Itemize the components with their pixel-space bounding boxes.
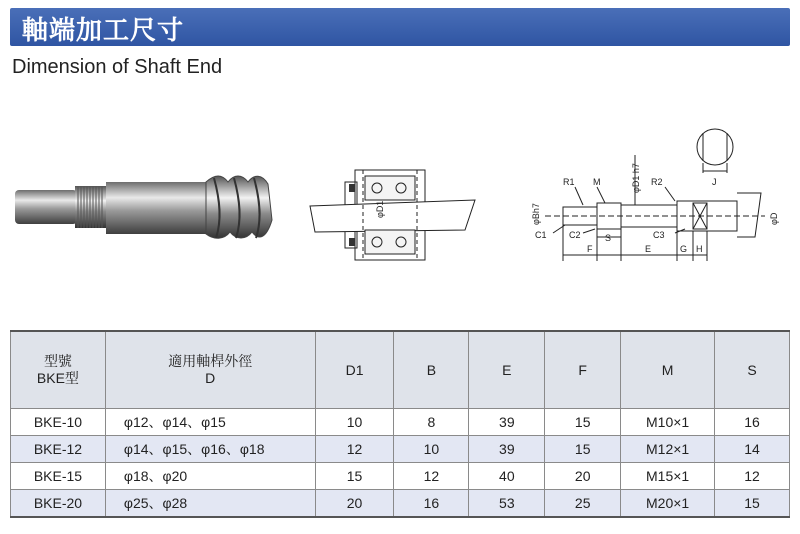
cell-dia: φ12、φ14、φ15 bbox=[105, 409, 315, 436]
table-header-row bbox=[11, 331, 790, 409]
title-bar bbox=[10, 8, 790, 46]
cell-f: 15 bbox=[545, 436, 621, 463]
cell-model: BKE-10 bbox=[11, 409, 106, 436]
shaft-end-dimension-drawing bbox=[525, 125, 795, 275]
cell-f: 25 bbox=[545, 490, 621, 518]
label-bh7: φBh7 bbox=[531, 203, 541, 225]
cell-b: 16 bbox=[394, 490, 469, 518]
label-m: M bbox=[593, 177, 601, 187]
table-row bbox=[11, 490, 790, 518]
col-d1: D1 bbox=[315, 331, 394, 409]
cell-m: M20×1 bbox=[621, 490, 715, 518]
label-s: S bbox=[605, 233, 612, 243]
label-e: E bbox=[645, 244, 652, 254]
bearing-section-drawing bbox=[305, 160, 485, 280]
col-e: E bbox=[469, 331, 545, 409]
cell-s: 14 bbox=[715, 436, 790, 463]
col-s: S bbox=[715, 331, 790, 409]
cell-f: 15 bbox=[545, 409, 621, 436]
col-f: F bbox=[545, 331, 621, 409]
cell-s: 15 bbox=[715, 490, 790, 518]
cell-s: 16 bbox=[715, 409, 790, 436]
cell-f: 20 bbox=[545, 463, 621, 490]
cell-model: BKE-12 bbox=[11, 436, 106, 463]
label-r1: R1 bbox=[563, 177, 575, 187]
cell-e: 39 bbox=[469, 409, 545, 436]
page-subtitle: Dimension of Shaft End bbox=[12, 56, 223, 78]
label-r2: R2 bbox=[651, 177, 663, 187]
label-f: F bbox=[587, 244, 593, 254]
col-m: M bbox=[621, 331, 715, 409]
cell-m: M12×1 bbox=[621, 436, 715, 463]
label-j: J bbox=[712, 177, 717, 187]
label-c3: C3 bbox=[653, 230, 665, 240]
cell-b: 12 bbox=[394, 463, 469, 490]
cell-model: BKE-20 bbox=[11, 490, 106, 518]
cell-dia: φ18、φ20 bbox=[105, 463, 315, 490]
cell-d1: 12 bbox=[315, 436, 394, 463]
cell-d1: 15 bbox=[315, 463, 394, 490]
housing-d1-label: φD1 bbox=[375, 200, 385, 218]
cell-b: 8 bbox=[394, 409, 469, 436]
cell-b: 10 bbox=[394, 436, 469, 463]
cell-e: 53 bbox=[469, 490, 545, 518]
table-row bbox=[11, 463, 790, 490]
cell-dia: φ14、φ15、φ16、φ18 bbox=[105, 436, 315, 463]
label-g: G bbox=[680, 244, 688, 254]
cell-d1: 20 bbox=[315, 490, 394, 518]
label-c2: C2 bbox=[569, 230, 581, 240]
col-shaft-dia: 適用軸桿外徑 D bbox=[105, 331, 315, 409]
cell-s: 12 bbox=[715, 463, 790, 490]
cell-m: M10×1 bbox=[621, 409, 715, 436]
cell-model: BKE-15 bbox=[11, 463, 106, 490]
table-row bbox=[11, 436, 790, 463]
label-c1: C1 bbox=[535, 230, 547, 240]
cell-m: M15×1 bbox=[621, 463, 715, 490]
table-row bbox=[11, 409, 790, 436]
shaft-photo bbox=[10, 160, 280, 250]
cell-e: 40 bbox=[469, 463, 545, 490]
cell-e: 39 bbox=[469, 436, 545, 463]
spec-table bbox=[10, 330, 790, 518]
page-title: 軸端加工尺寸 bbox=[22, 16, 185, 46]
cell-dia: φ25、φ28 bbox=[105, 490, 315, 518]
label-d: φD bbox=[769, 212, 779, 225]
col-b: B bbox=[394, 331, 469, 409]
label-h: H bbox=[696, 244, 703, 254]
cell-d1: 10 bbox=[315, 409, 394, 436]
col-model: 型號 BKE型 bbox=[11, 331, 106, 409]
label-d1h7: φD1 h7 bbox=[631, 163, 641, 193]
